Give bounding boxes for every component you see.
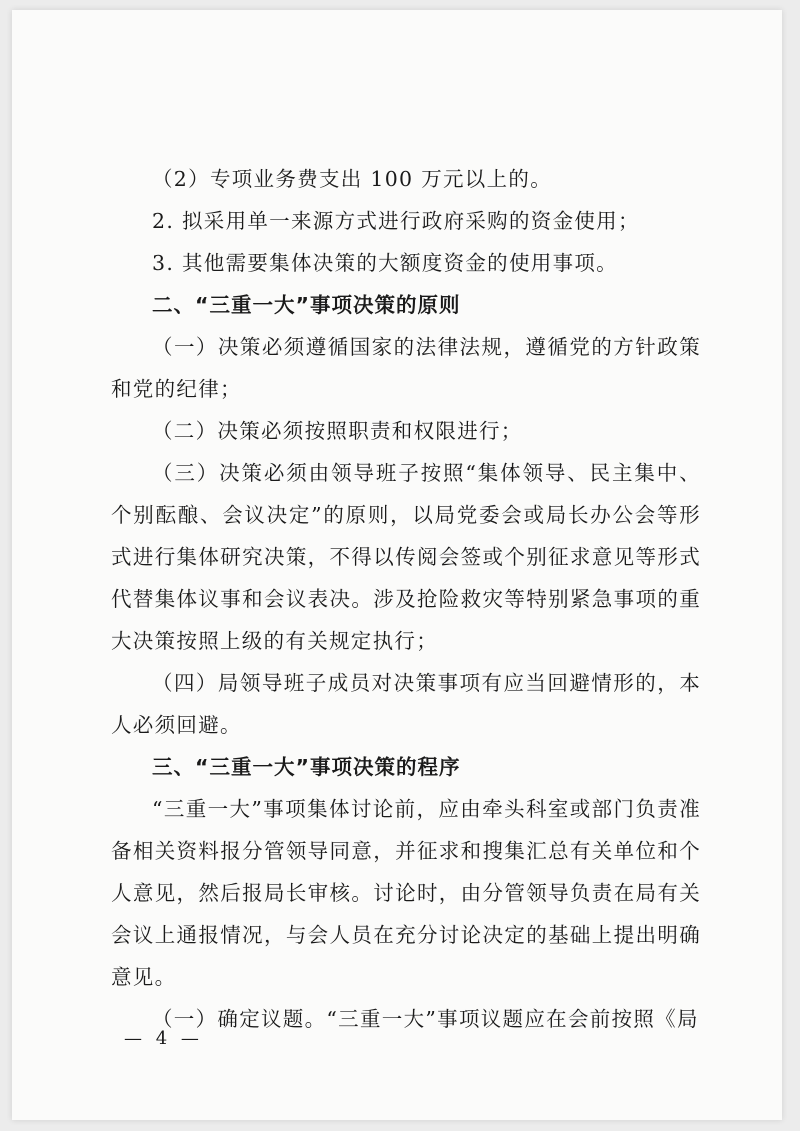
section-heading: 二、“三重一大”事项决策的原则 bbox=[152, 293, 461, 317]
paragraph: 2. 拟采用单一来源方式进行政府采购的资金使用； bbox=[152, 209, 640, 233]
paragraph: （二）决策必须按照职责和权限进行； bbox=[152, 419, 523, 443]
document-page bbox=[12, 10, 782, 1120]
page-number: — 4 — bbox=[124, 1028, 203, 1049]
paragraph: 3. 其他需要集体决策的大额度资金的使用事项。 bbox=[152, 251, 618, 275]
paragraph: （三）决策必须由领导班子按照“集体领导、民主集中、个别酝酿、会议决定”的原则，以局党委会或局长办公会等形式进行集体研究决策，不得以传阅会签或个别征求意见等形式代替集体议事和会议表决。涉及抢险救灾等特别紧急事项的重大决策按照上级的有关规定执行； bbox=[111, 461, 701, 653]
paragraph: （2）专项业务费支出 100 万元以上的。 bbox=[152, 167, 553, 191]
paragraph: （一）决策必须遵循国家的法律法规，遵循党的方针政策和党的纪律； bbox=[111, 335, 701, 401]
paragraph: （一）确定议题。“三重一大”事项议题应在会前按照《局 bbox=[152, 1007, 699, 1031]
section-heading: 三、“三重一大”事项决策的程序 bbox=[152, 755, 461, 779]
paragraph: “三重一大”事项集体讨论前，应由牵头科室或部门负责准备相关资料报分管领导同意，并征求和搜集汇总有关单位和个人意见，然后报局长审核。讨论时，由分管领导负责在局有关会议上通报情况，与会人员在充分讨论决定的基础上提出明确意见。 bbox=[111, 797, 701, 989]
paragraph: （四）局领导班子成员对决策事项有应当回避情形的，本人必须回避。 bbox=[111, 671, 701, 737]
document-body bbox=[111, 158, 701, 1040]
